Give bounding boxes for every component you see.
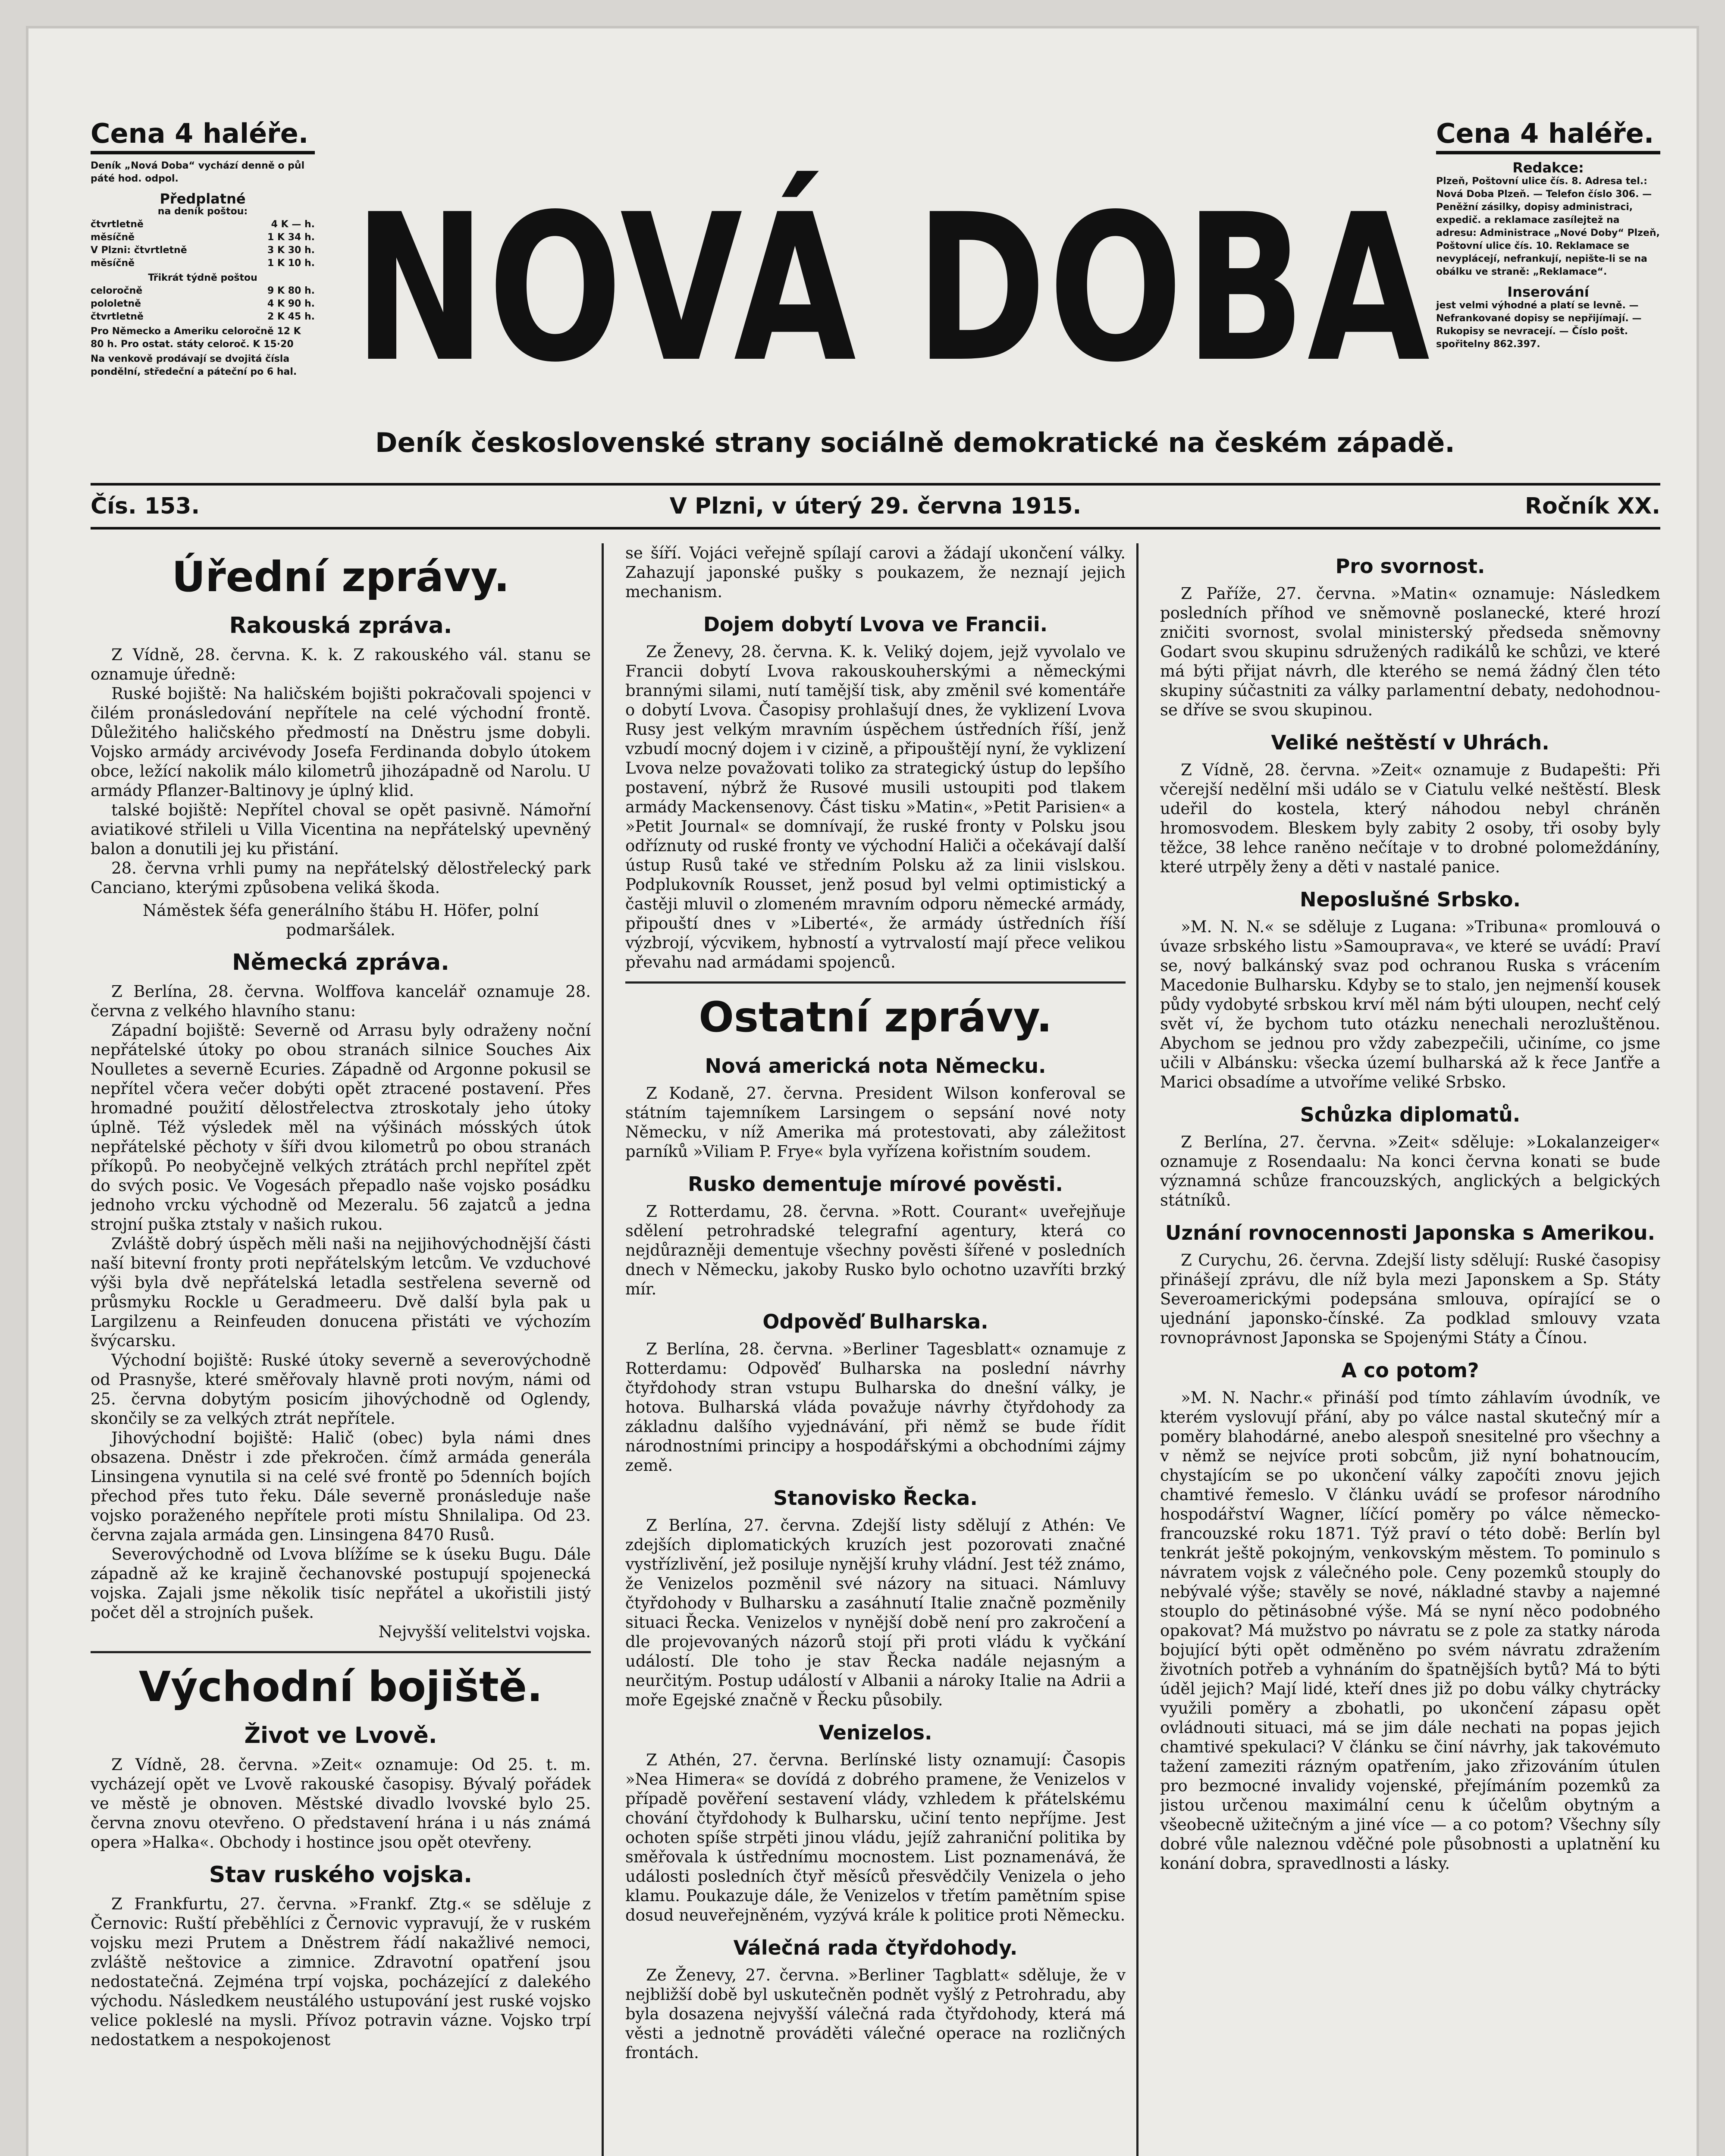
issue-date: V Plzni, v úterý 29. června 1915. [669, 493, 1082, 519]
article-heading: Stav ruského vojska. [209, 1862, 473, 1888]
subscription-rates [91, 218, 315, 270]
rate-label: měsíčně [91, 258, 135, 269]
rate-label: celoročně [91, 285, 143, 296]
article-paragraph: Z Vídně, 28. června. K. k. Z rakouského vál. stanu se oznamuje úředně: [91, 646, 591, 683]
article-signature: Nejvyšší velitelstvi vojska. [378, 1623, 591, 1641]
article-heading: Neposlušné Srbsko. [1299, 888, 1521, 911]
article-paragraph: Z Berlína, 28. června. »Berliner Tagesblatt« oznamuje z Rotterdamu: Odpověď Bulharska na poslední návrhy čtyřdohody stran vstupu Bulharska do dnešní války, je hotova. Bulharská vláda považuje návrhy čtyřdohody za základnu dalšího vyjednávání, při němž se bude řídit národnostními principy a hospodářskými a obchodními zájmy země. [625, 1340, 1126, 1475]
section-heading: Úřední zprávy. [172, 553, 510, 601]
volume-number: Ročník XX. [1524, 493, 1660, 519]
article-heading: Rusko dementuje mírové pověsti. [688, 1172, 1063, 1196]
article-paragraph: Ze Ženevy, 28. června. K. k. Veliký dojem, jejž vyvolalo ve Francii dobytí Lvova rakouskouherskými a německými brannými silami, nutí tamější tisk, aby změnil své komentáře o dobytí Lvova. Časopisy prohlašují dnes, že vyklizení Lvova Rusy jest velkým mravním úspěchem ústředních říší, jenž vzbudí mocný dojem i v cizině, a připouštějí nyní, že vyklizení Lvova nelze považovati toliko za strategický ústup do lepšího postavení, nýbrž že Rusové musili ustoupiti pod tlakem armády Mackensenovy. Část tisku »Matin«, »Petit Parisien« a »Petit Journal« se domnívají, že ruské fronty v Polsku jsou odříznuty od ruské fronty ve východní Haliči a očekávají další ústup Rusů také ve středním Polsku až za linii vislskou. Podplukovník Rousset, jenž posud byl velmi optimistický a častěji mluvil o zlomeném mravním odporu německé armády, připouští dnes v »Liberté«, že armády ústředních říší výzbrojí, výcvikem, hybností a vytrvalostí mají přece velikou převahu nad armádami spojenců. [625, 642, 1126, 971]
article-paragraph: »M. N. N.« se sděluje z Lugana: »Tribuna« promlouvá o úvaze srbského listu »Samouprava«, ve které se uvádí: Praví se, nový balkánský svaz pod ochranou Ruska s vrácením Macedonie Bulharsku. Kdyby se to stalo, jen nejmenší kousek půdy vydobyté srbskou krví měl nám býti uloupen, nechť celý svět ví, že bychom tuto otázku nenechali nerozluštěnou. Abychom se jednou pro vždy zabezpečili, učiníme, co jsme učili v Albánsku: všecka území bulharská až k řece Janťře a Marici obsadíme a utvoříme veliké Srbsko. [1160, 918, 1660, 1091]
article-paragraph: 28. června vrhli pumy na nepřátelský dělostřelecký park Canciano, kterými způsobena veliká škoda. [91, 859, 591, 897]
subscription-subheading: na deník poštou: [157, 206, 248, 217]
article-heading: A co potom? [1341, 1359, 1479, 1382]
article-paragraph: se šíří. Vojáci veřejně spílají carovi a žádají ukončení války. Zahazují japonské pušky s poukazem, že neznají jejich mechanism. [625, 544, 1126, 601]
dateline-bar [91, 483, 1660, 530]
article-heading: Rakouská zpráva. [229, 613, 452, 639]
masthead [91, 116, 1660, 483]
rate-label: pololetně [91, 298, 141, 309]
section-heading: Ostatní zprávy. [699, 993, 1052, 1041]
ads-text: jest velmi výhodné a platí se levně. — Nefrankované dopisy se nepřijímají. — Rukopisy se nevracejí. — Číslo pošt. spořitelny 862.397. [1436, 300, 1642, 350]
rate-value: 3 K 30 h. [267, 245, 315, 256]
editorial-heading: Redakce: [1512, 160, 1584, 176]
rate-label: čtvrtletně [91, 219, 144, 230]
rate-value: 4 K — h. [271, 219, 315, 230]
article-paragraph: Z Athén, 27. června. Berlínské listy oznamují: Časopis »Nea Himera« se dovídá z dobrého pramene, že Venizelos v případě pověření sestavení vlády, vzhledem k přátelskému chování čtyřdohody k Bulharsku, učiní tento nepříjme. Jest ochoten spíše strpěti jinou vládu, jejíž zahraniční politika by směřovala k ústřednímu mocnostem. List poznamenává, že události posledních čtyř měsíců přesvědčily Venizela o jeho klamu. Poukazuje dále, že Venizelos v třetím pamětním spise dosud neuveřejněném, vyzývá krále k politice proti Německu. [625, 1751, 1126, 1924]
article-heading: Uznání rovnocennosti Japonska s Amerikou. [1165, 1221, 1655, 1244]
article-heading: Život ve Lvově. [244, 1723, 437, 1749]
column-3 [1160, 543, 1660, 2156]
article-heading: Pro svornost. [1335, 555, 1485, 578]
rate-label: čtvrtletně [91, 311, 144, 322]
masthead-right-box [1436, 116, 1660, 351]
newspaper-page [26, 26, 1699, 2156]
article-paragraph: Západní bojiště: Severně od Arrasu byly odraženy noční nepřátelské útoky po obou stranách silnice Souches Aix Noulletes a severně Ecuries. Západně od Argonne pokusil se nepřítel včera večer dobýti opět ztracené postavení. Přes hromadné použití dělostřelectva ztroskotaly jeho útoky úplně. Též výsledek měl na výšinách mósských útok nepřátelské pěchoty v šíři dvou kilometrů po obou stranách příkopů. Po neobyčejně velkých ztrátách prchl nepřítel zpět do svých posic. Ve Vogesách přepadlo naše vojsko posádku jednoho vrcku východně od Mezeralu. 56 zajatců a jedna strojní puška ztstaly v našich rukou. [91, 1021, 591, 1234]
editorial-text: Plzeň, Poštovní ulice čís. 8. Adresa tel.: Nová Doba Plzeň. — Telefon číslo 306. — Peněžní zásilky, dopisy administraci, expedič. a reklamace zasílejtež na adresu: Administrace „Nové Doby“ Plzeň, Poštovní ulice čís. 10. Reklamace se nevyplácejí, nefrankují, nepište-li se na obálku ve straně: „Reklamace“. [1436, 176, 1660, 277]
article-heading: Veliké neštěstí v Uhrách. [1271, 731, 1549, 754]
article-paragraph: Z Vídně, 28. června. »Zeit« oznamuje z Budapešti: Při včerejší nedělní mši událo se v Ciatulu velké neštěstí. Blesk udeřil do kostela, který náhodou nebyl chráněn hromosvodem. Bleskem byly zabity 2 osoby, tři osoby byly těžce, 38 lehce raněno nečítaje v to drobné polomeždáníny, které utrpěly ženy a děti v nastalé panice. [1160, 761, 1660, 876]
article-paragraph: Ze Ženevy, 27. června. »Berliner Tagblatt« sděluje, že v nejbližší době byl uskutečněn podnět vyšlý z Petrohradu, aby byla dosazena nejvyšší válečná rada čtyřdohody, která má věsti a jednotně prováděti válečné operace na rozličných frontách. [625, 1966, 1126, 2062]
article-heading: Schůzka diplomatů. [1300, 1103, 1521, 1126]
article-paragraph: Z Rotterdamu, 28. června. »Rott. Courant« uveřejňuje sdělení petrohradské telegrafní agentury, která co nejdůrazněji dementuje všechny pověsti šířené v posledních dnech v Německu, jakoby Rusko bylo ochotno uzavříti brzký mír. [625, 1202, 1126, 1298]
article-signature: Náměstek šéfa generálního štábu H. Höfer, polní podmaršálek. [143, 901, 539, 939]
article-paragraph: Z Paříže, 27. června. »Matin« oznamuje: Následkem posledních příhod ve sněmovně poslanecké, které hrozí zničiti svornost, svolal ministerský předseda sněmovny Godart svou skupinu sdružených radikálů ke schůzi, ve které má býti přijat návrh, dle kterého se nemá žádný člen této skupiny súčastniti za války parlamentní debaty, nedohodnou-se dříve se svou skupinou. [1160, 584, 1660, 719]
article-paragraph: Z Kodaně, 27. června. President Wilson konferoval se státním tajemníkem Larsingem o sepsání nové noty Německu, v níž Amerika má protestovati, aby záležitost parníků »Viliam P. Frye« byla vyřízena kořistním soudem. [625, 1084, 1126, 1161]
article-paragraph: Severovýchodně od Lvova blížíme se k úseku Bugu. Dále západně až ke krajině čechanovské postupují spojenecká vojska. Zajali jsme několik tisíc nepřátel a ukořistili jistý počet děl a strojních pušek. [91, 1545, 591, 1622]
issue-number: Čís. 153. [91, 493, 200, 519]
newspaper-title: NOVÁ DOBA [353, 171, 1432, 407]
article-paragraph: Z Berlína, 27. června. »Zeit« sděluje: »Lokalanzeiger« oznamuje z Rosendaalu: Na konci června konati se bude významná schůze francouzských, anglických a belgických státníků. [1160, 1133, 1660, 1210]
article-heading: Válečná rada čtyřdohody. [733, 1936, 1018, 1959]
article-heading: Venizelos. [819, 1721, 932, 1744]
rate-label: měsíčně [91, 232, 135, 243]
section-divider [625, 981, 1126, 984]
ads-heading: Inserování [1507, 284, 1589, 300]
price-left: Cena 4 haléře. [91, 116, 315, 154]
subscription-heading: Předplatné [160, 191, 246, 207]
rate-value: 1 K 34 h. [267, 232, 315, 243]
section-divider [91, 1651, 591, 1653]
rate-value: 1 K 10 h. [267, 258, 315, 269]
rate-value: 9 K 80 h. [267, 285, 315, 296]
article-paragraph: »M. N. Nachr.« přináší pod tímto záhlavím úvodník, ve kterém vyslovují přání, aby po válce nastal skutečný mír a poměry blahodárné, anebo alespoň snesitelné pro všechny a v němž se nejvíce proti sobcům, již nyní bohatnoucím, chystajícím se po ukončení války započíti znovu jejich chamtivé řemeslo. V článku uvádí se profesor národního hospodářství Wagner, líčící poměry po válce německo-francouzské roku 1871. Týž praví o této době: Berlín byl tenkrát ještě pokojným, venkovským městem. To pominulo s návratem vojsk z válečného pole. Ceny pozemků stouply do nebývalé výše; stavěly se nové, nákladné stavby a najemné stouplo do pětinásobné výše. Má se nyní něco podobného opakovat? Má mužstvo po návratu se z pole za statky národa bojující býti opět odměněno po svém návratu zdražením životních potřeb a vyhnáním do špatnějších bytů? Má to býti úděl jejich? Mají lidé, kteří dnes již po dobu války chytrácky využili poměry a zbohatli, po ukončení zápasu opět ovládnouti situaci, má se jim dále nechati na popas jejich chamtivé spekulaci? V článku se činí návrhy, jak takovémuto tažení zameziti rázným opatřením, jako zřizováním útulen pro bezmocné invalidy vojenské, přejímáním pozemků za jistou určenou maximální cenu k účelům obytným a všeobecně užitečným a jiné více — a co potom? Všechny síly dobré vůle naleznou vděčné pole působnosti a uplatnění ku konání dobra, spravedlnosti a lásky. [1160, 1388, 1660, 1873]
article-paragraph: Východní bojiště: Ruské útoky severně a severovýchodně od Prasnyše, které směřovaly hlavně proti novým, námi od 25. června dobytým posicím jihovýchodně od Oglendy, skončily se za velkých ztrát nepřítele. [91, 1351, 591, 1428]
article-paragraph: Z Berlína, 28. června. Wolffova kancelář oznamuje 28. června z velkého hlavního stanu: [91, 982, 591, 1020]
masthead-left-box [91, 116, 315, 379]
column-1 [91, 543, 591, 2156]
country-note: Na venkově prodávají se dvojitá čísla pondělní, středeční a páteční po 6 hal. [91, 354, 297, 377]
price-right: Cena 4 haléře. [1436, 116, 1660, 154]
article-paragraph: Z Vídně, 28. června. »Zeit« oznamuje: Od 25. t. m. vycházejí opět ve Lvově rakouské časopisy. Bývalý pořádek ve městě je obnoven. Městské divadlo lvovské bylo 25. června znovu otevřeno. O představení hrána i u nás známá opera »Halka«. Obchody i hostince jsou opět otevřeny. [91, 1755, 591, 1852]
publication-note: Deník „Nová Doba“ vychází denně o půl páté hod. odpol. [91, 160, 305, 184]
article-heading: Odpověď Bulharska. [762, 1310, 988, 1333]
weekly-rates [91, 285, 315, 323]
article-paragraph: Zvláště dobrý úspěch měli naši na nejjihovýchodnější části naší bitevní fronty proti nepřátelským letcům. Ve vzduchové výši byla dvě nepřátelská letadla sestřelena severně od průsmyku Rockle u Geradmeeru. Dvě další byla pak u Largilzenu a Reinfeuden donucena přistáti ve výchozím švýcarsku. [91, 1235, 591, 1350]
article-heading: Dojem dobytí Lvova ve Francii. [703, 613, 1048, 636]
article-paragraph: talské bojiště: Nepřítel choval se opět pasivně. Námořní aviatikové střileli u Villa Vicentina na nepřátelský upevněný balon a donutili jej ku přistání. [91, 801, 591, 858]
rate-value: 4 K 90 h. [267, 298, 315, 309]
abroad-rates: Pro Německo a Ameriku celoročně 12 K 80 h. Pro ostat. státy celoroč. K 15·20 [91, 326, 301, 350]
article-paragraph: Z Curychu, 26. června. Zdejší listy sdělují: Ruské časopisy přinášejí zprávu, dle níž byla mezi Japonskem a Sp. Státy Severoamerickými podepsána smlouva, opírající se o ujednání japonsko-čínské. Za podklad smlouvy vzata rovnoprávnost Japonska se Spojenými Státy a Čínou. [1160, 1251, 1660, 1347]
column-rule [1136, 543, 1138, 2156]
article-paragraph: Jihovýchodní bojiště: Halič (obec) byla námi dnes obsazena. Dněstr i zde překročen. čímž armáda generála Linsingena vynutila si na celé své frontě po 5denních bojích přechod přes tuto řeku. Dále severně pronásleduje naše vojsko poraženého nepřítele proti místu Shnilalipa. Od 23. června zajala armáda gen. Linsingena 8470 Rusů. [91, 1429, 591, 1544]
article-paragraph: Z Frankfurtu, 27. června. »Frankf. Ztg.« se sděluje z Černovic: Ruští přeběhlíci z Černovic vypravují, že v ruském vojsku mezi Prutem a Dněstrem řádí nakažlivé nemoci, zvláště neštovice a zimnice. Zdravotní opatření jsou nedostatečná. Zejména trpí vojska, pocházející z dalekého východu. Následkem neustálého ustupování jest ruské vojsko velice pokleslé na mysli. Přívoz potravin vázne. Vojsko trpí nedostatkem a nespokojenost [91, 1895, 591, 2049]
section-heading: Východní bojiště. [138, 1663, 543, 1711]
weekly-heading: Třikrát týdně poštou [148, 273, 257, 283]
article-heading: Stanovisko Řecka. [773, 1486, 978, 1510]
rate-label: V Plzni: čtvrtletně [91, 245, 187, 256]
rate-value: 2 K 45 h. [267, 311, 315, 322]
column-2 [625, 543, 1126, 2156]
column-rule [602, 543, 604, 2156]
article-paragraph: Ruské bojiště: Na haličském bojišti pokračovali spojenci v čilém pronásledování nepřítele na celé východní frontě. Důležitého haličského předmostí na Dněstru jsme dobyli. Vojsko armády arcivévody Josefa Ferdinanda dobylo útokem obce, ležící nakolik málo kilometrů jihozápadně od Narolu. U armády Pflanzer-Baltinovy je úplný klid. [91, 684, 591, 800]
article-paragraph: Z Berlína, 27. června. Zdejší listy sdělují z Athén: Ve zdejších diplomatických kruzích jest pozorovati značné vystřízlivění, jež posiluje nynější kruhy vládní. Jest též známo, že Venizelos pozměnil své názory na situaci. Námluvy čtyřdohody v Bulharsku a zasáhnutí Italie značně pozměnily situaci Řecka. Venizelos v nynější době není pro zakročení a dle projevovaných názorů stojí při proti vládu k vyčkání událostí. Dle toho je stav Řecka nadále nejasným a neurčitým. Postup událostí v Albanii a nároky Italie na Adrii a moře Egejské značně v Řecku působily. [625, 1516, 1126, 1709]
article-heading: Německá zpráva. [232, 950, 449, 975]
article-heading: Nová americká nota Německu. [705, 1054, 1046, 1078]
newspaper-subtitle: Deník československé strany sociálně demokratické na českém západě. [375, 427, 1455, 458]
